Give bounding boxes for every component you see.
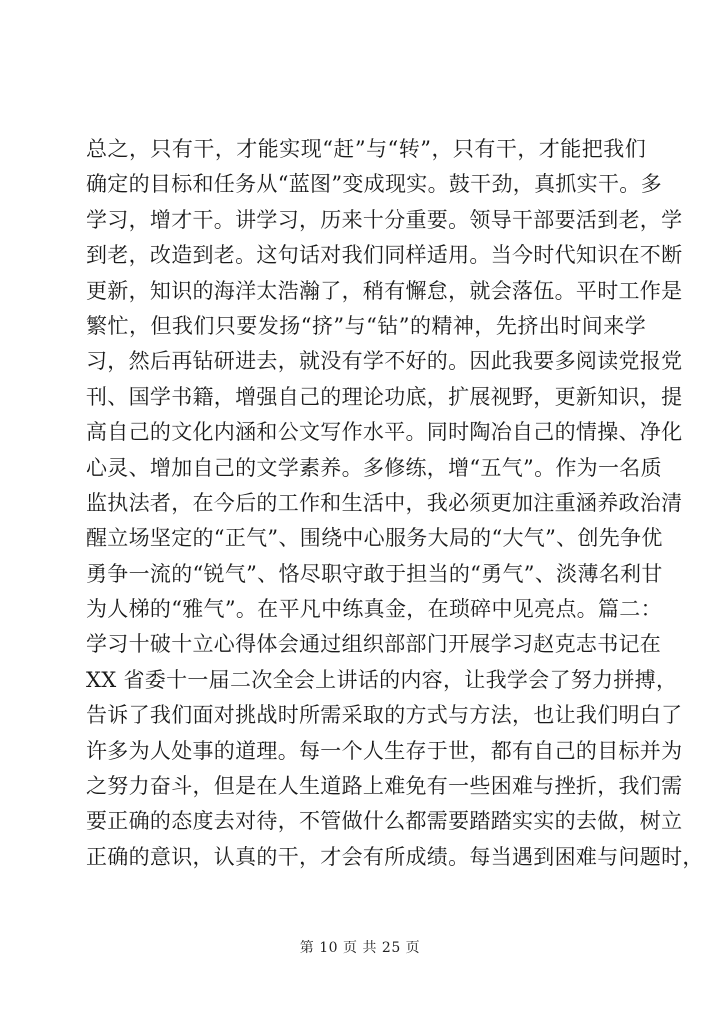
body-text (86, 132, 704, 875)
text-line: 习，然后再钻研进去，就没有学不好的。因此我要多阅读党报党 (86, 349, 683, 374)
text-line: 心灵、增加自己的文学素养。多修练，增“五气”。作为一名质 (86, 455, 662, 480)
text-line: 监执法者，在今后的工作和生活中，我必须更加注重涵养政治清 (86, 490, 683, 515)
text-line: 醒立场坚定的“正气”、围绕中心服务大局的“大气”、创先争优 (86, 526, 663, 551)
text-line: 许多为人处事的道理。每一个人生存于世，都有自己的目标并为 (86, 738, 683, 763)
text-line: 告诉了我们面对挑战时所需采取的方式与方法，也让我们明白了 (86, 703, 683, 728)
text-line: 之努力奋斗，但是在人生道路上难免有一些困难与挫折，我们需 (86, 774, 683, 799)
text-line: 繁忙，但我们只要发扬“挤”与“钻”的精神，先挤出时间来学 (86, 313, 646, 338)
text-line: 要正确的态度去对待，不管做什么都需要踏踏实实的去做，树立 (86, 809, 683, 834)
page-number-footer: 第 10 页 共 25 页 (299, 940, 421, 956)
text-line: 总之，只有干，才能实现“赶”与“转”，只有干，才能把我们 (86, 137, 646, 161)
text-line: 勇争一流的“锐气”、恪尽职守敢于担当的“勇气”、淡薄名利甘 (86, 561, 663, 586)
text-line: XX 省委十一届二次全会上讲话的内容，让我学会了努力拼搏， (86, 667, 678, 692)
text-line: 高自己的文化内涵和公文写作水平。同时陶冶自己的情操、净化 (86, 420, 683, 445)
text-line: 正确的意识，认真的干，才会有所成绩。每当遇到困难与问题时， (86, 844, 704, 869)
text-line: 学习，增才干。讲学习，历来十分重要。领导干部要活到老，学 (86, 207, 683, 232)
text-line: 更新，知识的海洋太浩瀚了，稍有懈怠，就会落伍。平时工作是 (86, 278, 683, 303)
text-line: 到老，改造到老。这句话对我们同样适用。当今时代知识在不断 (86, 243, 683, 268)
text-line: 确定的目标和任务从“蓝图”变成现实。鼓干劲，真抓实干。多 (86, 172, 662, 197)
text-line: 刊、国学书籍，增强自己的理论功底，扩展视野，更新知识，提 (86, 384, 683, 409)
text-line: 学习十破十立心得体会通过组织部部门开展学习赵克志书记在 (86, 632, 662, 657)
text-line: 为人梯的“雅气”。在平凡中练真金，在琐碎中见亮点。篇二： (86, 597, 662, 622)
